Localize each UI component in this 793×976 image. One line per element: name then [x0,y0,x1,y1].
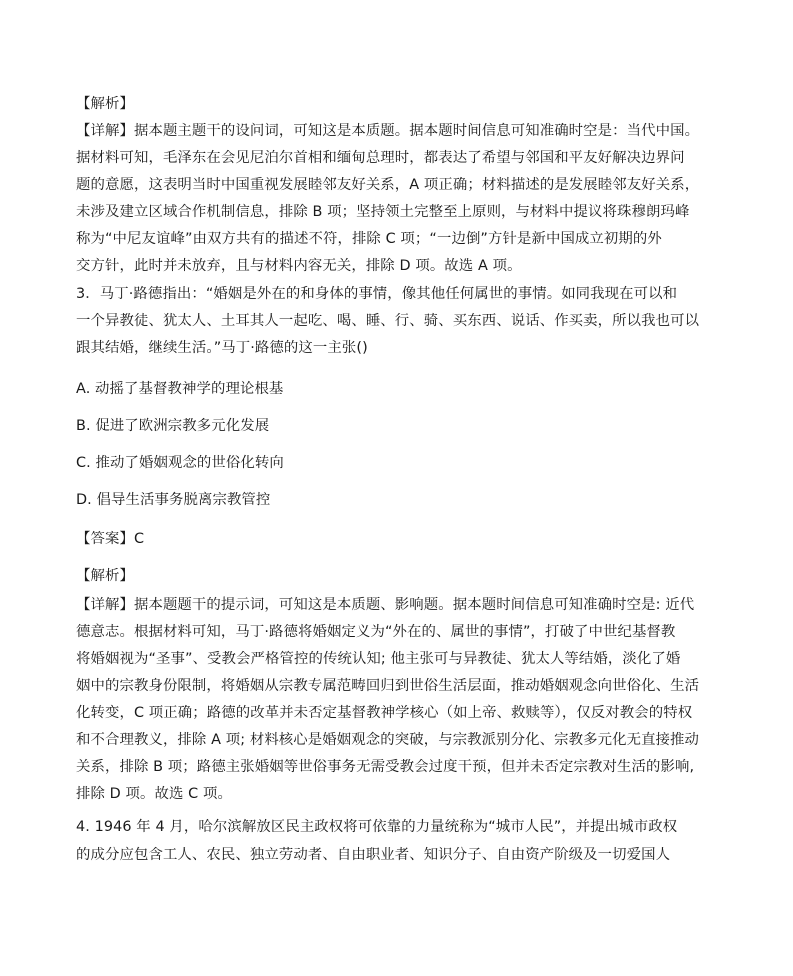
analysis-text-line: 将婚姻视为“圣事”、受教会严格管控的传统认知; 他主张可与异教徒、犹太人等结婚，淡化了婚 [76,651,681,667]
option-b: B. 促进了欧洲宗教多元化发展 [76,418,270,434]
question-text-line: 4. 1946 年 4 月，哈尔滨解放区民主政权将可依靠的力量统称为“城市人民”，并提出城市政权 [76,819,678,835]
analysis-text-line: 交方针，此时并未放弃，且与材料内容无关，排除 D 项。故选 A 项。 [76,258,522,274]
answer-label: 【答案】C [76,531,145,547]
analysis-text-line: 【详解】据本题主题干的设问词，可知这是本质题。据本题时间信息可知准确时空是：当代中国。 [76,123,700,139]
analysis-text-line: 未涉及建立区域合作机制信息，排除 B 项；坚持领土完整至上原则，与材料中提议将珠穆朗玛峰 [76,204,690,220]
option-d: D. 倡导生活事务脱离宗教管控 [76,492,271,508]
analysis-text-line: 化转变，C 项正确；路德的改革并未否定基督教神学核心（如上帝、救赎等），仅反对教会的特权 [76,705,693,721]
analysis-text-line: 据材料可知，毛泽东在会见尼泊尔首相和缅甸总理时，都表达了希望与邻国和平友好解决边界问 [76,150,685,166]
analysis-text-line: 姻中的宗教身份限制，将婚姻从宗教专属范畴回归到世俗生活层面，推动婚姻观念向世俗化、生活 [76,678,700,694]
analysis-heading: 【解析】 [76,96,134,112]
analysis-text-line: 称为“中尼友谊峰”由双方共有的描述不符，排除 C 项；“一边倒”方针是新中国成立初期的外 [76,231,662,247]
option-a: A. 动摇了基督教神学的理论根基 [76,381,284,397]
analysis-text-line: 题的意愿，这表明当时中国重视发展睦邻友好关系，A 项正确；材料描述的是发展睦邻友好关系， [76,177,700,193]
analysis-text-line: 排除 D 项。故选 C 项。 [76,786,232,802]
question-text-line: 3．马丁·路德指出：“婚姻是外在的和身体的事情，像其他任何属世的事情。如同我现在可以和 [76,286,678,302]
question-text-line: 一个异教徒、犹太人、土耳其人一起吃、喝、睡、行、骑、买东西、说话、作买卖，所以我也可以 [76,313,700,329]
question-text-line: 的成分应包含工人、农民、独立劳动者、自由职业者、知识分子、自由资产阶级及一切爱国人 [76,847,671,863]
option-c: C. 推动了婚姻观念的世俗化转向 [76,455,284,471]
question-text-line: 跟其结婚，继续生活。”马丁·路德的这一主张() [76,340,368,356]
analysis-text-line: 和不合理教义，排除 A 项; 材料核心是婚姻观念的突破，与宗教派别分化、宗教多元化无直接推动 [76,732,700,748]
analysis-heading: 【解析】 [76,568,134,584]
analysis-text-line: 关系，排除 B 项；路德主张婚姻等世俗事务无需受教会过度干预，但并未否定宗教对生活的影响, [76,759,695,775]
analysis-text-line: 【详解】据本题题干的提示词，可知这是本质题、影响题。据本题时间信息可知准确时空是: 近代 [76,597,695,613]
analysis-text-line: 德意志。根据材料可知，马丁·路德将婚姻定义为“外在的、属世的事情”，打破了中世纪基督教 [76,624,676,640]
